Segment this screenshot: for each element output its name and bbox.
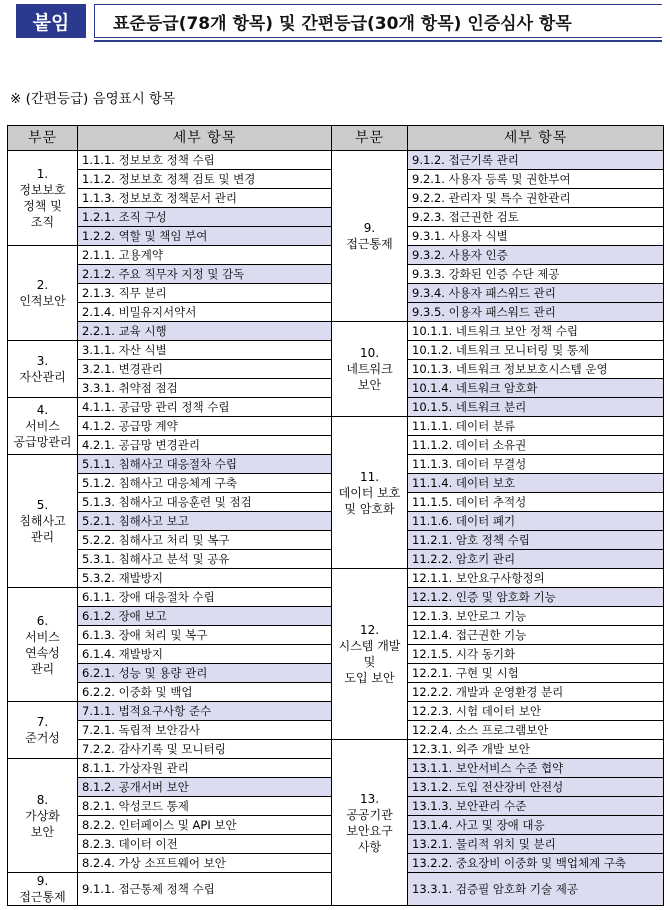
item-left: 5.3.1. 침해사고 분석 및 공유 xyxy=(78,550,332,569)
item-right: 12.2.2. 개발과 운영환경 분리 xyxy=(408,683,664,702)
item-left: 6.2.2. 이중화 및 백업 xyxy=(78,683,332,702)
table-row xyxy=(8,569,664,588)
item-right: 11.1.6. 데이터 폐기 xyxy=(408,512,664,531)
item-right: 13.1.4. 사고 및 장애 대응 xyxy=(408,816,664,835)
item-right: 12.1.1. 보안요구사항정의 xyxy=(408,569,664,588)
subtitle-note: ※ (간편등급) 음영표시 항목 xyxy=(10,91,176,107)
item-right: 10.1.4. 네트워크 암호화 xyxy=(408,379,664,398)
header-items-right: 세부 항목 xyxy=(408,126,664,151)
item-left: 9.1.1. 접근통제 정책 수립 xyxy=(78,873,332,906)
item-left: 5.1.1. 침해사고 대응절차 수립 xyxy=(78,455,332,474)
page-title: 표준등급(78개 항목) 및 간편등급(30개 항목) 인증심사 항목 xyxy=(94,4,662,38)
item-right: 12.1.3. 보안로그 기능 xyxy=(408,607,664,626)
category-right-4: 12. 시스템 개발 및 도입 보안 xyxy=(332,569,408,740)
item-right: 9.1.2. 접근기록 관리 xyxy=(408,151,664,170)
item-right: 11.1.5. 데이터 추적성 xyxy=(408,493,664,512)
item-left: 6.1.2. 장애 보고 xyxy=(78,607,332,626)
item-right: 12.1.5. 시각 동기화 xyxy=(408,645,664,664)
category-left-2: 2. 인적보안 xyxy=(8,246,78,341)
category-right-5: 13. 공공기관 보안요구 사항 xyxy=(332,740,408,906)
item-right: 12.2.1. 구현 및 시험 xyxy=(408,664,664,683)
page-header xyxy=(0,0,670,46)
item-left: 2.1.3. 직무 분리 xyxy=(78,284,332,303)
item-left: 3.1.1. 자산 식별 xyxy=(78,341,332,360)
item-left: 3.2.1. 변경관리 xyxy=(78,360,332,379)
item-left: 7.1.1. 법적요구사항 준수 xyxy=(78,702,332,721)
item-left: 8.1.1. 가상자원 관리 xyxy=(78,759,332,778)
item-right: 11.1.2. 데이터 소유권 xyxy=(408,436,664,455)
item-left: 6.1.3. 장애 처리 및 복구 xyxy=(78,626,332,645)
item-left: 1.2.1. 조직 구성 xyxy=(78,208,332,227)
item-left: 7.2.1. 독립적 보안감사 xyxy=(78,721,332,740)
item-left: 8.2.1. 악성코드 통제 xyxy=(78,797,332,816)
item-left: 1.1.2. 정보보호 정책 검토 및 변경 xyxy=(78,170,332,189)
item-right: 13.3.1. 검증필 암호화 기술 제공 xyxy=(408,873,664,906)
item-right: 11.2.1. 암호 정책 수립 xyxy=(408,531,664,550)
item-left: 5.3.2. 재발방지 xyxy=(78,569,332,588)
item-right: 13.2.2. 중요장비 이중화 및 백업체계 구축 xyxy=(408,854,664,873)
item-right: 10.1.3. 네트워크 정보보호시스템 운영 xyxy=(408,360,664,379)
item-right: 13.1.1. 보안서비스 수준 협약 xyxy=(408,759,664,778)
category-left-3: 3. 자산관리 xyxy=(8,341,78,398)
item-right: 9.2.3. 접근권한 검토 xyxy=(408,208,664,227)
item-left: 2.1.2. 주요 직무자 지정 및 감독 xyxy=(78,265,332,284)
item-right: 9.2.1. 사용자 등록 및 권한부여 xyxy=(408,170,664,189)
item-right: 13.1.3. 보안관리 수준 xyxy=(408,797,664,816)
item-right: 9.3.4. 사용자 패스워드 관리 xyxy=(408,284,664,303)
item-left: 7.2.2. 감사기록 및 모니터링 xyxy=(78,740,332,759)
item-right: 12.3.1. 외주 개발 보안 xyxy=(408,740,664,759)
item-right: 13.1.2. 도입 전산장비 안전성 xyxy=(408,778,664,797)
item-left: 6.1.1. 장애 대응절차 수립 xyxy=(78,588,332,607)
item-right: 13.2.1. 물리적 위치 및 분리 xyxy=(408,835,664,854)
title-underline xyxy=(94,40,662,42)
item-right: 11.1.1. 데이터 분류 xyxy=(408,417,664,436)
item-right: 9.3.1. 사용자 식별 xyxy=(408,227,664,246)
item-left: 8.2.2. 인터페이스 및 API 보안 xyxy=(78,816,332,835)
item-right: 9.3.5. 이용자 패스워드 관리 xyxy=(408,303,664,322)
table-header-row xyxy=(8,126,664,151)
item-left: 8.1.2. 공개서버 보안 xyxy=(78,778,332,797)
category-right-1: 9. 접근통제 xyxy=(332,151,408,322)
item-left: 1.2.2. 역할 및 책임 부여 xyxy=(78,227,332,246)
item-left: 5.1.3. 침해사고 대응훈련 및 점검 xyxy=(78,493,332,512)
item-right: 10.1.5. 네트워크 분리 xyxy=(408,398,664,417)
item-left: 2.1.1. 고용계약 xyxy=(78,246,332,265)
item-left: 8.2.4. 가상 소프트웨어 보안 xyxy=(78,854,332,873)
item-right: 11.2.2. 암호키 관리 xyxy=(408,550,664,569)
item-left: 5.2.2. 침해사고 처리 및 복구 xyxy=(78,531,332,550)
category-left-1: 1. 정보보호 정책 및 조직 xyxy=(8,151,78,246)
category-left-6: 6. 서비스 연속성 관리 xyxy=(8,588,78,702)
item-left: 4.2.1. 공급망 변경관리 xyxy=(78,436,332,455)
category-left-4: 4. 서비스 공급망관리 xyxy=(8,398,78,455)
category-left-5: 5. 침해사고 관리 xyxy=(8,455,78,588)
item-right: 12.2.4. 소스 프로그램보안 xyxy=(408,721,664,740)
table-row xyxy=(8,322,664,341)
item-left: 4.1.1. 공급망 관리 정책 수립 xyxy=(78,398,332,417)
item-left: 2.2.1. 교육 시행 xyxy=(78,322,332,341)
header-category-right: 부문 xyxy=(332,126,408,151)
header-category-left: 부문 xyxy=(8,126,78,151)
category-left-9: 9. 접근통제 xyxy=(8,873,78,906)
item-right: 9.2.2. 관리자 및 특수 권한관리 xyxy=(408,189,664,208)
item-right: 12.1.4. 접근권한 기능 xyxy=(408,626,664,645)
item-right: 10.1.2. 네트워크 모니터링 및 통제 xyxy=(408,341,664,360)
table-row xyxy=(8,151,664,170)
item-right: 11.1.4. 데이터 보호 xyxy=(408,474,664,493)
item-left: 2.1.4. 비밀유지서약서 xyxy=(78,303,332,322)
item-left: 1.1.1. 정보보호 정책 수립 xyxy=(78,151,332,170)
item-left: 6.1.4. 재발방지 xyxy=(78,645,332,664)
attachment-badge: 붙임 xyxy=(16,4,86,38)
item-right: 9.3.3. 강화된 인증 수단 제공 xyxy=(408,265,664,284)
table-row xyxy=(8,740,664,759)
category-right-3: 11. 데이터 보호 및 암호화 xyxy=(332,417,408,569)
item-left: 5.2.1. 침해사고 보고 xyxy=(78,512,332,531)
item-right: 11.1.3. 데이터 무결성 xyxy=(408,455,664,474)
item-left: 5.1.2. 침해사고 대응체계 구축 xyxy=(78,474,332,493)
item-right: 10.1.1. 네트워크 보안 정책 수립 xyxy=(408,322,664,341)
certification-items-table xyxy=(7,125,664,906)
item-left: 8.2.3. 데이터 이전 xyxy=(78,835,332,854)
item-right: 12.1.2. 인증 및 암호화 기능 xyxy=(408,588,664,607)
item-left: 1.1.3. 정보보호 정책문서 관리 xyxy=(78,189,332,208)
item-right: 12.2.3. 시험 데이터 보안 xyxy=(408,702,664,721)
header-items-left: 세부 항목 xyxy=(78,126,332,151)
table-row xyxy=(8,417,664,436)
item-left: 6.2.1. 성능 및 용량 관리 xyxy=(78,664,332,683)
category-left-7: 7. 준거성 xyxy=(8,702,78,759)
item-left: 4.1.2. 공급망 계약 xyxy=(78,417,332,436)
item-right: 9.3.2. 사용자 인증 xyxy=(408,246,664,265)
category-right-2: 10. 네트워크 보안 xyxy=(332,322,408,417)
item-left: 3.3.1. 취약점 점검 xyxy=(78,379,332,398)
category-left-8: 8. 가상화 보안 xyxy=(8,759,78,873)
